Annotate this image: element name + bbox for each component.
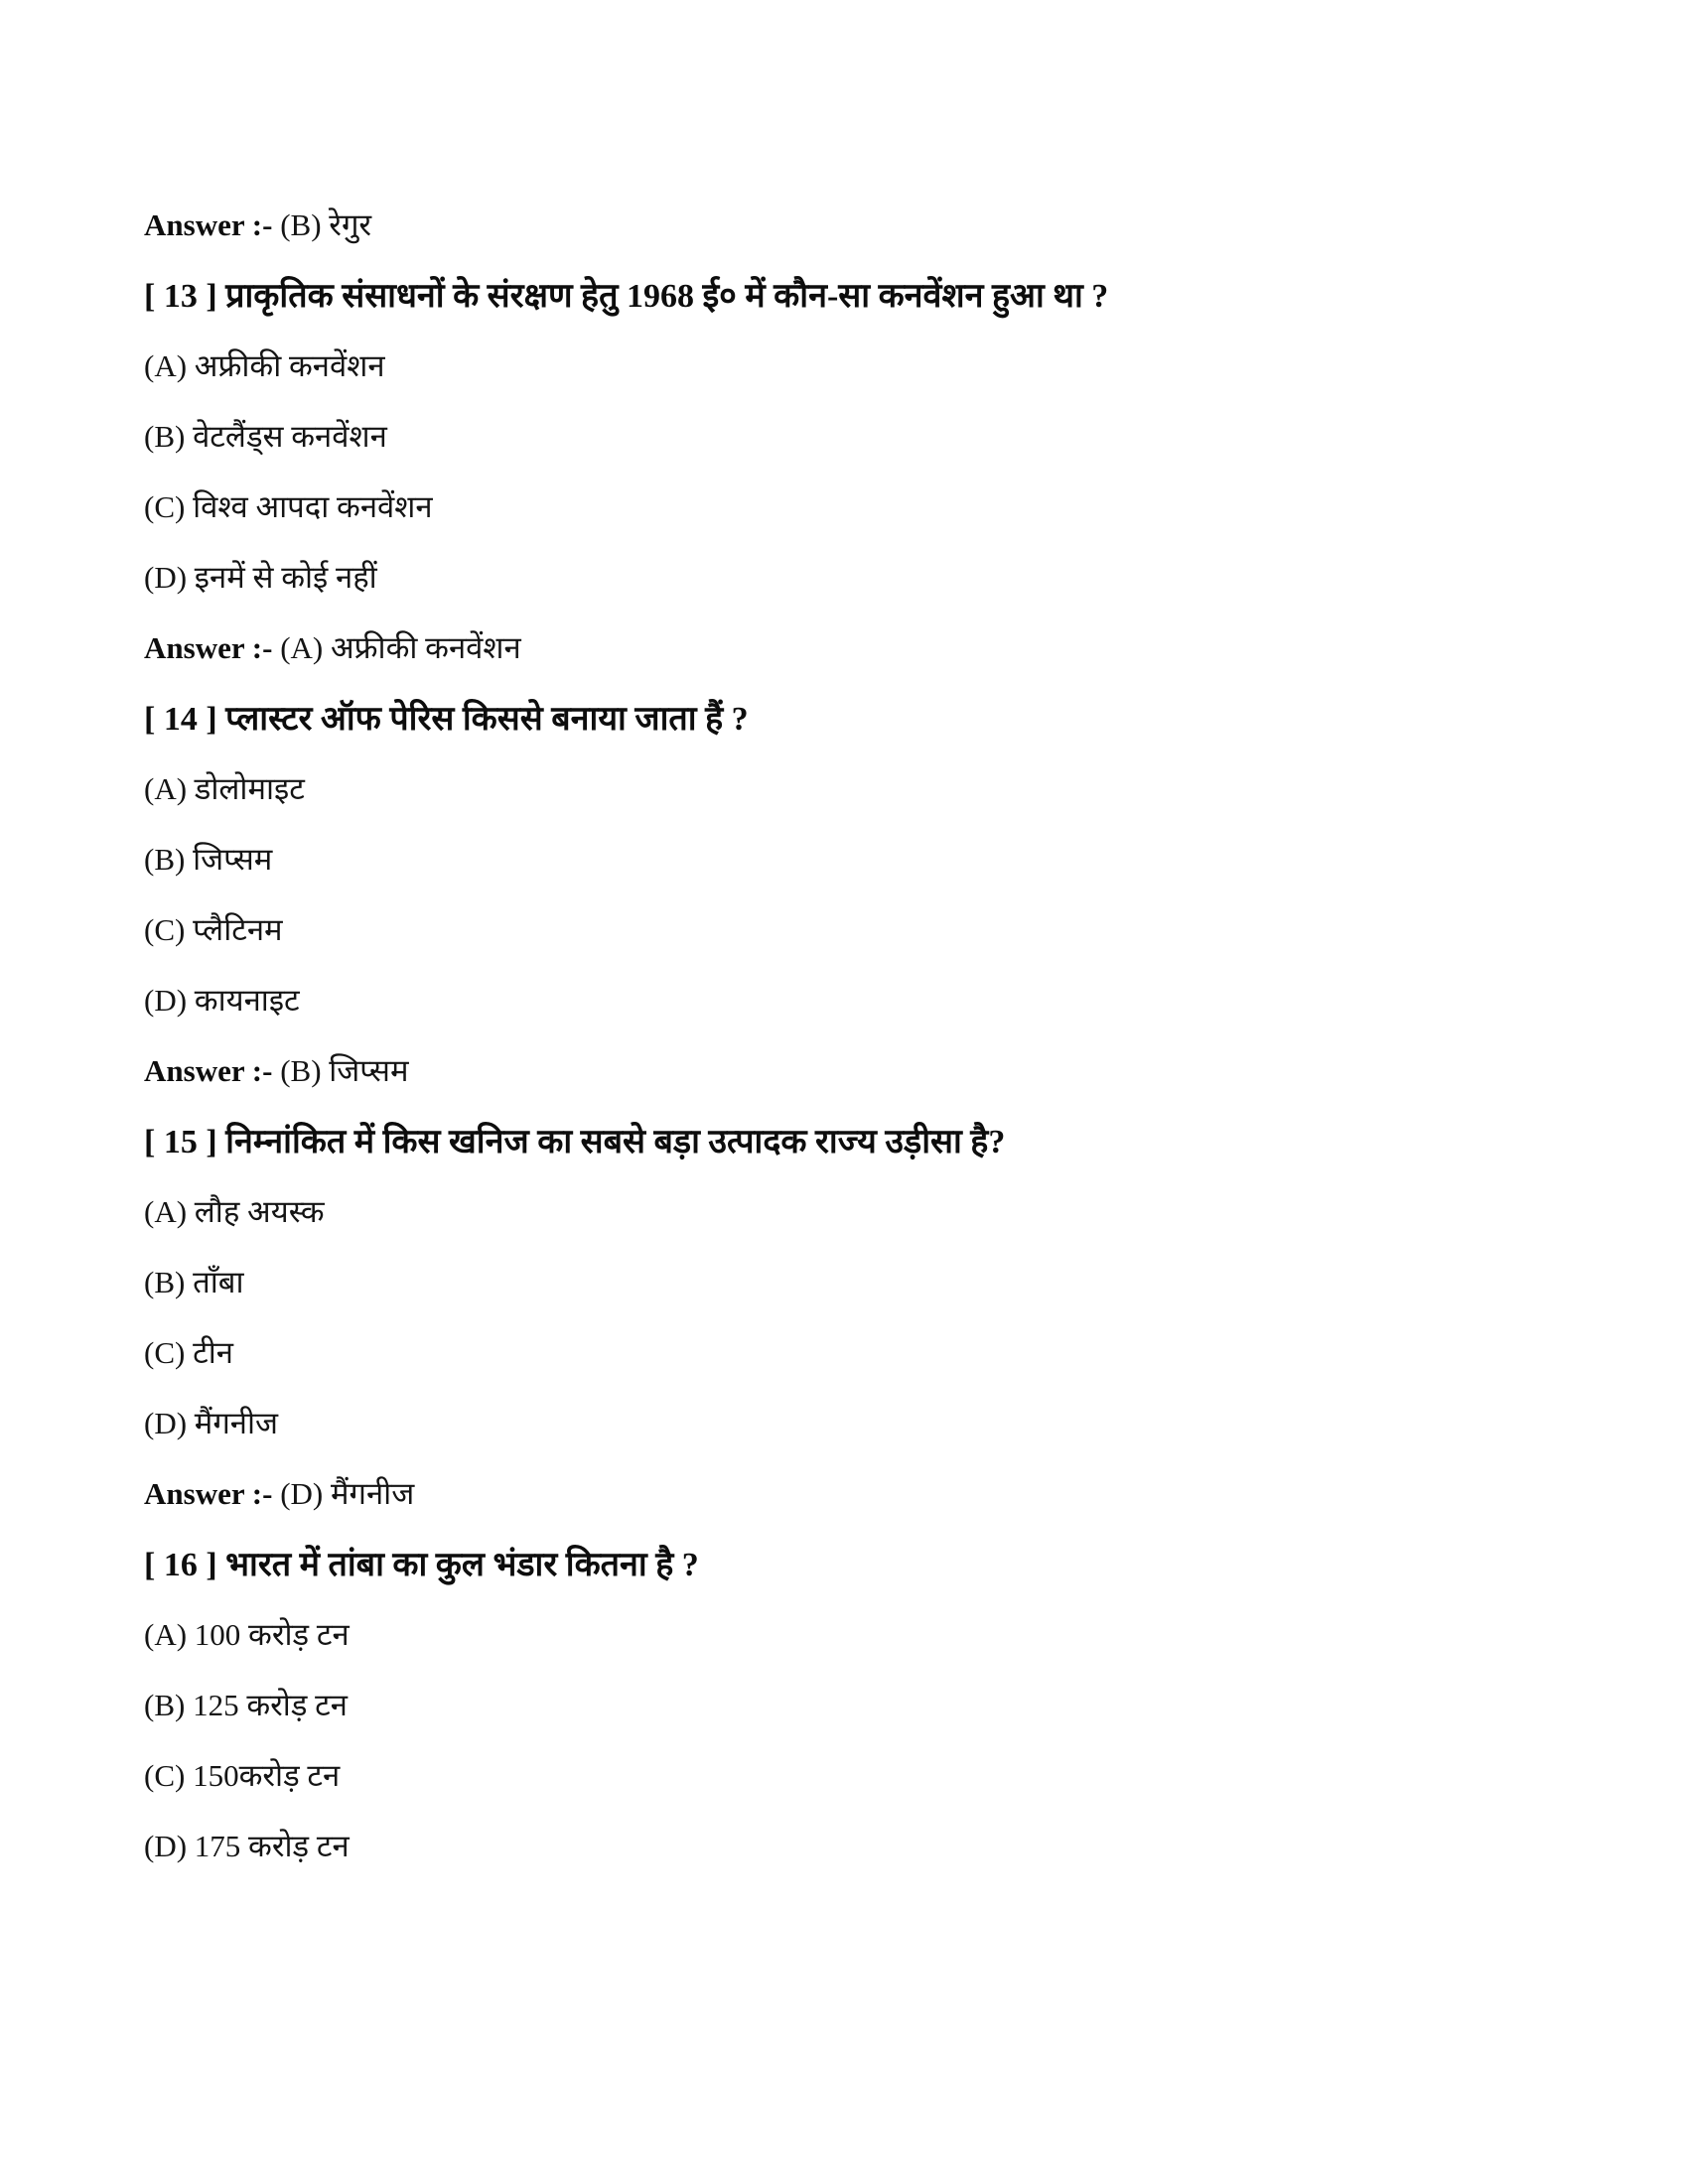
answer-line [144,1049,1569,1093]
option-text: (B) 125 करोड़ टन [144,1688,349,1722]
option-text: (A) लौह अयस्क [144,1194,325,1229]
option-text: (C) टीन [144,1335,233,1370]
answer-value: (B) रेगुर [280,207,372,242]
answer-label: Answer :- [144,1476,273,1511]
option-text: (B) ताँबा [144,1265,244,1299]
question-answer-content [144,204,1569,1868]
answer-line [144,1472,1569,1516]
question-text: [ 13 ] प्राकृतिक संसाधनों के संरक्षण हेतु 1968 ई० में कौन-सा कनवेंशन हुआ था ? [144,278,1109,315]
question-text: [ 15 ] निम्नांकित में किस खनिज का सबसे बड़ा उत्पादक राज्य उड़ीसा है? [144,1124,1006,1160]
option-text: (A) 100 करोड़ टन [144,1617,350,1652]
option-text: (D) इनमें से कोई नहीं [144,560,377,595]
option-text: (B) वेटलैंड्स कनवेंशन [144,419,387,454]
option-text: (D) 175 करोड़ टन [144,1829,350,1863]
answer-line [144,626,1569,670]
option-text: (D) कायनाइट [144,983,300,1018]
question-text: [ 14 ] प्लास्टर ऑफ पेरिस किससे बनाया जाता हैं ? [144,701,749,738]
option-text: (D) मैंगनीज [144,1406,279,1440]
answer-label: Answer :- [144,207,273,242]
question-text: [ 16 ] भारत में तांबा का कुल भंडार कितना है ? [144,1547,699,1583]
option-text: (A) डोलोमाइट [144,771,305,806]
answer-line [144,204,1569,247]
answer-value: (B) जिप्सम [280,1053,409,1088]
option-text: (C) प्लैटिनम [144,912,283,947]
option-text: (B) जिप्सम [144,842,273,877]
answer-label: Answer :- [144,630,273,665]
answer-label: Answer :- [144,1053,273,1088]
option-text: (C) 150करोड़ टन [144,1758,341,1793]
option-text: (A) अफ्रीकी कनवेंशन [144,348,385,383]
option-text: (C) विश्व आपदा कनवेंशन [144,489,433,524]
answer-value: (D) मैंगनीज [280,1476,415,1511]
answer-value: (A) अफ्रीकी कनवेंशन [280,630,521,665]
